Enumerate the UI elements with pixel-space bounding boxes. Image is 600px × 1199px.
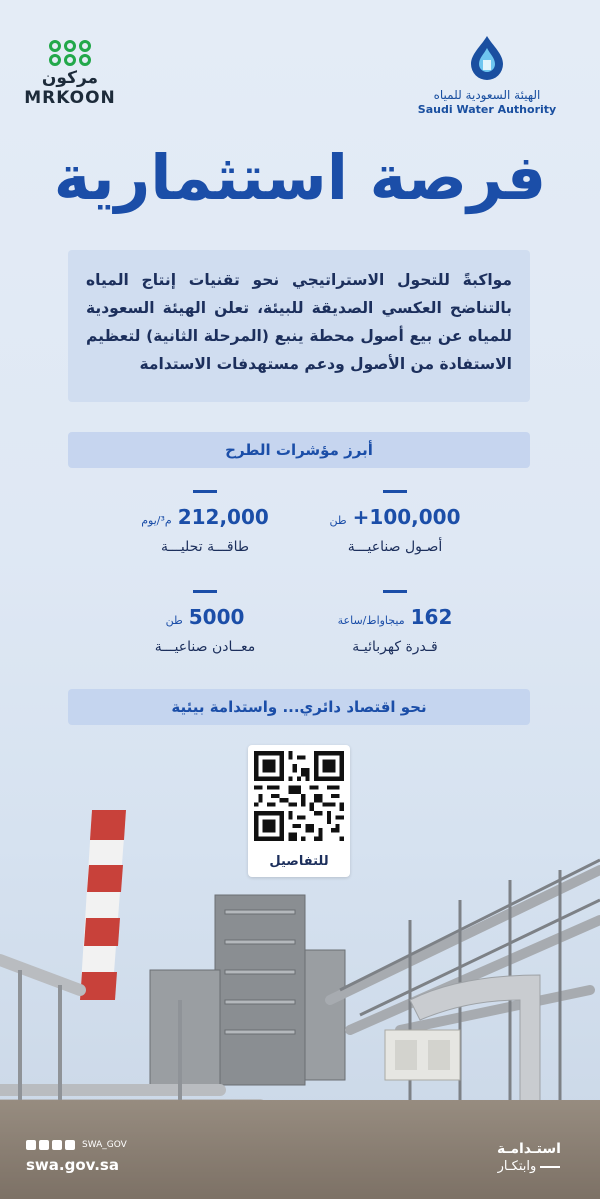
swa-english-name: Saudi Water Authority [417,103,557,116]
mrkoon-english-name: MRKOON [24,88,116,108]
social-links [26,1140,127,1150]
footer-contact [26,1140,127,1174]
website-link[interactable]: swa.gov.sa [26,1156,119,1174]
stat-desalination-capacity [105,490,305,555]
intro-paragraph: مواكبةً للتحول الاستراتيجي نحو تقنيات إنتاج المياه بالتناضح العكسي الصديقة للبيئة، تعلن الهيئة السعودية للمياه عن بيع أصول محطة ينبع (المرحلة الثانية) لتعظيم الاستفادة من الأصول ودعم مستهدفات الاستدامة [68,250,530,402]
slogan-rule [540,1166,560,1168]
stat-electric-capacity [295,590,495,655]
water-drop-icon [467,34,507,82]
stat-value: 162 [410,605,453,629]
swa-arabic-name: الهيئة السعودية للمياه [433,88,541,102]
chimney-icon [80,810,126,1000]
stat-industrial-metals [105,590,305,655]
stat-dash [193,590,217,593]
mrkoon-arabic-name: مركون [41,68,99,88]
indicators-title: أبرز مؤشرات الطرح [68,432,530,468]
stat-dash [383,590,407,593]
stat-label: معــادن صناعيـــة [154,639,256,655]
stat-label: قـدرة كهربائيـة [352,639,438,655]
stat-dash [383,490,407,493]
stat-unit: م³/يوم [141,514,172,527]
slogan-line-2-text: وابتكـار [497,1159,537,1174]
social-handle: SWA_GOV [82,1140,127,1150]
mrkoon-logo [20,40,120,108]
mrkoon-dots-icon-row2 [20,54,120,66]
qr-label: للتفاصيل [269,854,329,869]
slogan-line-2 [484,1158,574,1176]
x-icon[interactable] [26,1140,36,1150]
stat-industrial-assets [295,490,495,555]
instagram-icon[interactable] [65,1140,75,1150]
stat-dash [193,490,217,493]
stat-value: 5000 [188,605,245,629]
slogan-line-1: استـدامـة [497,1141,561,1157]
stat-unit: طن [165,614,183,627]
qr-card[interactable] [248,745,350,877]
tagline: نحو اقتصاد دائري... واستدامة بيئية [68,689,530,725]
mrkoon-dots-icon [20,40,120,52]
stat-label: طاقـــة تحليـــة [161,539,249,555]
swa-logo [412,34,562,117]
sustainability-slogan [484,1140,574,1176]
stat-value: 212,000 [177,505,269,529]
stat-label: أصـول صناعيـــة [347,539,443,555]
page-title: فرصة استثمارية [53,141,547,214]
stat-value: +100,000 [352,505,461,529]
facebook-icon[interactable] [52,1140,62,1150]
linkedin-icon[interactable] [39,1140,49,1150]
stat-unit: طن [329,514,347,527]
stat-unit: ميجاواط/ساعة [337,614,405,627]
qr-code-icon[interactable] [254,751,344,841]
